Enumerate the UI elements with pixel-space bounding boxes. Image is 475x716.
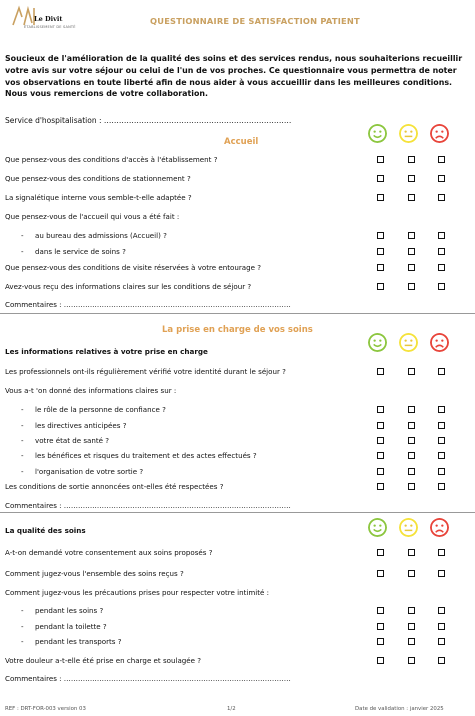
rating-checkbox[interactable] — [408, 657, 415, 664]
rating-checkbox[interactable] — [408, 468, 415, 475]
rating-checkbox[interactable] — [408, 452, 415, 459]
comments-field-soins[interactable]: Commentaires : …………………………………………………………………………………… — [5, 501, 291, 510]
neutral-face-icon — [399, 124, 418, 143]
rating-checkbox[interactable] — [438, 437, 445, 444]
rating-checkbox[interactable] — [408, 175, 415, 182]
rating-checkbox[interactable] — [377, 232, 384, 239]
rating-checkbox[interactable] — [438, 175, 445, 182]
rating-checkbox[interactable] — [408, 232, 415, 239]
rating-checkbox[interactable] — [377, 468, 384, 475]
question-ensemble-soins: Comment jugez-vous l'ensemble des soins reçus ? — [5, 569, 184, 578]
rating-checkbox[interactable] — [408, 264, 415, 271]
comments-field-accueil[interactable]: Commentaires : …………………………………………………………………………………… — [5, 300, 291, 309]
rating-checkbox[interactable] — [377, 283, 384, 290]
question-informations-intro: Vous a-t 'on donné des informations claires sur : — [5, 386, 177, 395]
rating-checkbox[interactable] — [408, 549, 415, 556]
footer-validation: Date de validation : janvier 2025 — [355, 706, 444, 712]
subsection-qualite-soins: La qualité des soins — [5, 526, 86, 535]
rating-checkbox[interactable] — [438, 156, 445, 163]
subsection-informations: Les informations relatives à votre prise en charge — [5, 347, 208, 356]
question-identite: Les professionnels ont-ils régulièrement vérifié votre identité durant le séjour ? — [5, 367, 286, 376]
footer-ref: REF : DRT-FOR-003 version 03 — [5, 706, 86, 712]
rating-checkbox[interactable] — [408, 194, 415, 201]
rating-checkbox[interactable] — [408, 638, 415, 645]
section-divider — [0, 313, 475, 314]
rating-checkbox[interactable] — [438, 406, 445, 413]
rating-checkbox[interactable] — [438, 549, 445, 556]
question-visite: Que pensez-vous des conditions de visite réservées à votre entourage ? — [5, 263, 262, 272]
question-signaletique: La signalétique interne vous semble-t-elle adaptée ? — [5, 193, 192, 202]
page-number: 1/2 — [227, 706, 236, 712]
neutral-face-icon — [399, 333, 418, 352]
rating-checkbox[interactable] — [408, 248, 415, 255]
rating-checkbox[interactable] — [377, 437, 384, 444]
rating-checkbox[interactable] — [408, 570, 415, 577]
question-info-sejour: Avez-vous reçu des informations claires sur les conditions de séjour ? — [5, 282, 252, 291]
question-douleur: Votre douleur a-t-elle été prise en charge et soulagée ? — [5, 656, 202, 665]
question-acces: Que pensez-vous des conditions d'accès à l'établissement ? — [5, 155, 218, 164]
logo-tagline: ÉTABLISSEMENT DE SANTÉ — [24, 25, 76, 29]
rating-checkbox[interactable] — [408, 437, 415, 444]
rating-checkbox[interactable] — [438, 248, 445, 255]
question-consentement: A-t-on demandé votre consentement aux soins proposés ? — [5, 548, 213, 557]
rating-checkbox[interactable] — [377, 657, 384, 664]
happy-face-icon — [368, 518, 387, 537]
rating-checkbox[interactable] — [377, 175, 384, 182]
rating-checkbox[interactable] — [438, 422, 445, 429]
rating-checkbox[interactable] — [438, 194, 445, 201]
rating-checkbox[interactable] — [408, 623, 415, 630]
rating-checkbox[interactable] — [377, 368, 384, 375]
sad-face-icon — [430, 333, 449, 352]
rating-checkbox[interactable] — [438, 468, 445, 475]
section-title-soins: La prise en charge de vos soins — [162, 325, 313, 335]
intro-text: Soucieux de l'amélioration de la qualité des soins et des services rendus, nous souhaiterions recueillir votre avis sur votre séjour ou celui de l'un de vos proches. Ce questionnaire vous permettra de noter vos observations en toute liberté afin de nous aider à vous accueillir dans les meilleures conditions. Nous vous remercions de votre collaboration. — [5, 54, 463, 99]
rating-checkbox[interactable] — [408, 483, 415, 490]
sad-face-icon — [430, 124, 449, 143]
rating-checkbox[interactable] — [377, 156, 384, 163]
rating-checkbox[interactable] — [377, 452, 384, 459]
happy-face-icon — [368, 333, 387, 352]
rating-checkbox[interactable] — [408, 156, 415, 163]
question-conditions-sortie: Les conditions de sortie annoncées ont-elles été respectées ? — [5, 482, 224, 491]
rating-checkbox[interactable] — [438, 264, 445, 271]
rating-checkbox[interactable] — [377, 638, 384, 645]
rating-checkbox[interactable] — [377, 483, 384, 490]
sad-face-icon — [430, 518, 449, 537]
rating-checkbox[interactable] — [377, 623, 384, 630]
rating-checkbox[interactable] — [438, 657, 445, 664]
rating-checkbox[interactable] — [377, 248, 384, 255]
section-divider — [0, 512, 475, 513]
question-intimite-intro: Comment jugez-vous les précautions prises pour respecter votre intimité : — [5, 588, 270, 597]
rating-checkbox[interactable] — [438, 283, 445, 290]
rating-checkbox[interactable] — [408, 607, 415, 614]
neutral-face-icon — [399, 518, 418, 537]
rating-checkbox[interactable] — [438, 607, 445, 614]
rating-checkbox[interactable] — [408, 422, 415, 429]
rating-checkbox[interactable] — [438, 368, 445, 375]
rating-checkbox[interactable] — [438, 638, 445, 645]
rating-checkbox[interactable] — [377, 406, 384, 413]
rating-checkbox[interactable] — [438, 452, 445, 459]
question-stationnement: Que pensez-vous des conditions de stationnement ? — [5, 174, 191, 183]
rating-checkbox[interactable] — [438, 232, 445, 239]
comments-field-qualite[interactable]: Commentaires : …………………………………………………………………………………… — [5, 674, 291, 683]
rating-checkbox[interactable] — [377, 264, 384, 271]
rating-checkbox[interactable] — [438, 483, 445, 490]
happy-face-icon — [368, 124, 387, 143]
rating-checkbox[interactable] — [438, 623, 445, 630]
rating-checkbox[interactable] — [377, 194, 384, 201]
rating-checkbox[interactable] — [377, 422, 384, 429]
service-field[interactable]: Service d'hospitalisation : ………………………………………………………………… — [5, 116, 292, 125]
rating-checkbox[interactable] — [377, 549, 384, 556]
rating-checkbox[interactable] — [377, 607, 384, 614]
section-title-accueil: Accueil — [224, 137, 259, 147]
rating-checkbox[interactable] — [408, 368, 415, 375]
logo — [6, 5, 76, 35]
rating-checkbox[interactable] — [377, 570, 384, 577]
rating-checkbox[interactable] — [408, 406, 415, 413]
page-title: QUESTIONNAIRE DE SATISFACTION PATIENT — [150, 16, 360, 26]
logo-name: Le Divit — [34, 15, 63, 23]
rating-checkbox[interactable] — [438, 570, 445, 577]
rating-checkbox[interactable] — [408, 283, 415, 290]
question-accueil-intro: Que pensez-vous de l'accueil qui vous a été fait : — [5, 212, 180, 221]
